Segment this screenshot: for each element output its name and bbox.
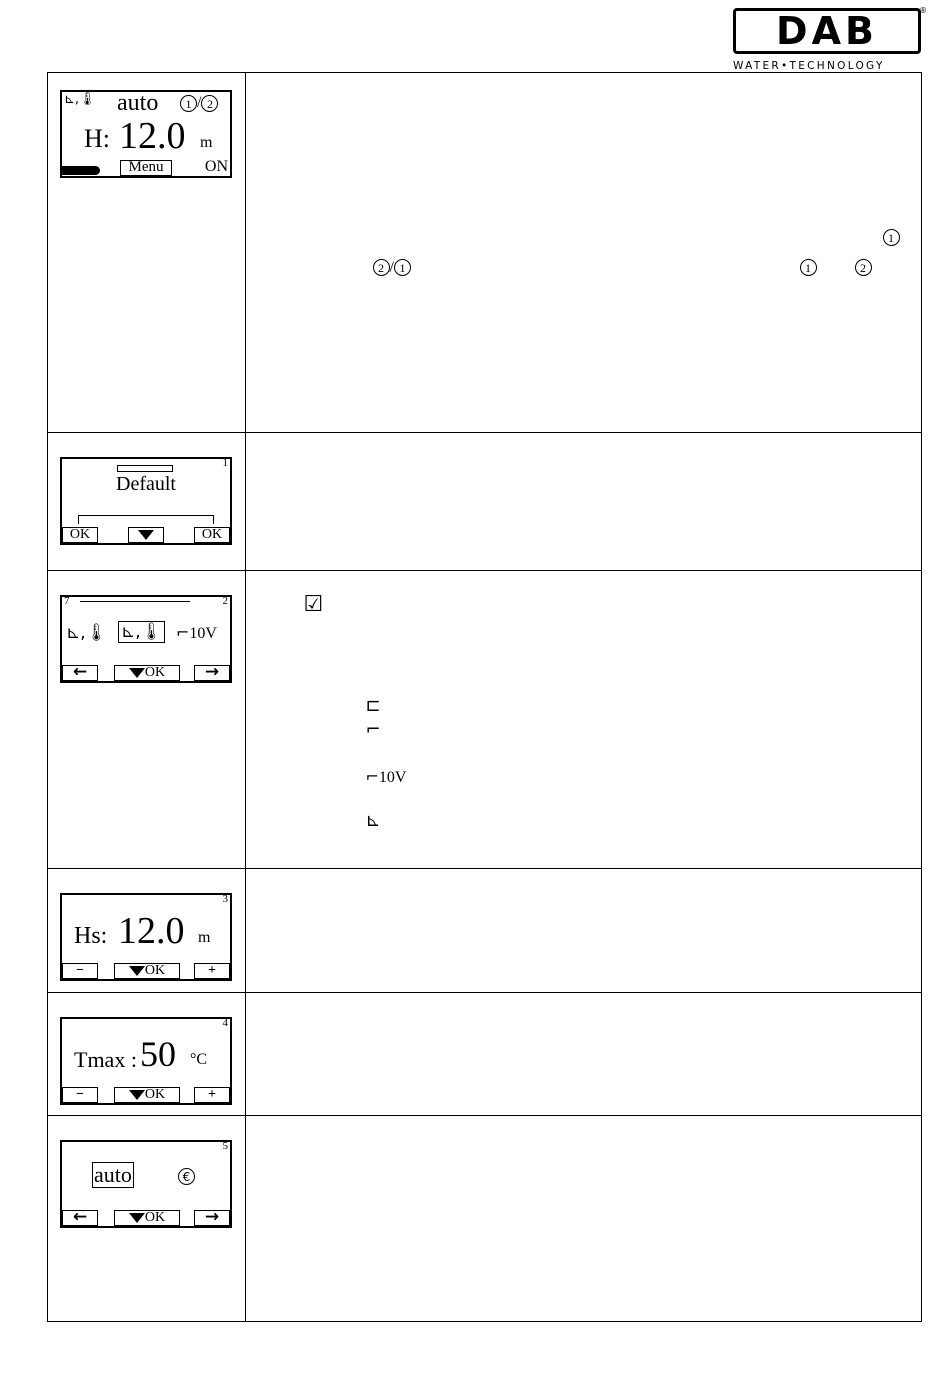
down-ok-button[interactable] — [114, 1210, 180, 1226]
menu-key[interactable]: Menu — [120, 160, 172, 176]
page-number: 4 — [222, 1017, 228, 1029]
down-button[interactable] — [128, 527, 164, 543]
pump-2-icon: 2 — [201, 95, 218, 112]
right-button[interactable] — [194, 665, 230, 681]
page-number: 1 — [222, 457, 228, 469]
chart-trend-icon: ⊾,🌡 — [64, 92, 96, 107]
ok-left-button[interactable]: OK — [62, 527, 98, 543]
ok-label: OK — [144, 665, 166, 680]
pump-indicator: 1 / 2 — [180, 94, 218, 112]
screen-cell — [48, 571, 246, 869]
screen-cell — [48, 1116, 246, 1322]
arrow-up-circle-icon: 1 — [883, 229, 900, 246]
description-cell — [246, 73, 922, 433]
screen-cell — [48, 73, 246, 433]
down-arrow-icon — [129, 1213, 145, 1223]
ext-10v-icon: ⌐10V — [365, 766, 407, 786]
description-cell — [246, 869, 922, 993]
auto-screen — [60, 1140, 232, 1228]
plus-button[interactable]: + — [194, 1087, 230, 1103]
minus-button[interactable]: − — [62, 963, 98, 979]
ok-right-button[interactable]: OK — [194, 527, 230, 543]
economy-icon: € — [178, 1168, 195, 1185]
ext-10v-option[interactable] — [176, 623, 217, 643]
brand-tagline: WATER•TECHNOLOGY — [733, 60, 885, 72]
constant-pressure-icon: ⊏ — [365, 694, 381, 716]
right-button[interactable] — [194, 1210, 230, 1226]
screen-cell — [48, 993, 246, 1116]
down-ok-button[interactable] — [114, 1087, 180, 1103]
plus-button[interactable]: + — [194, 963, 230, 979]
settings-table — [47, 72, 922, 1322]
ok-label: OK — [144, 963, 166, 978]
pump-1-icon: 1 — [180, 95, 197, 112]
temp-up-regulation-icon[interactable]: ⊾,🌡 — [66, 623, 108, 643]
down-arrow-icon — [129, 1090, 145, 1100]
key-lock-icon — [62, 166, 100, 175]
setpoint-unit: m — [198, 929, 211, 946]
curve-icon: ⌐ — [176, 623, 190, 642]
pump-swap-icon: 2 / 1 — [373, 259, 411, 277]
dab-logo — [733, 8, 925, 72]
trend-icon: ⊾ — [365, 809, 381, 831]
table-row — [48, 433, 922, 571]
registered-mark: ® — [919, 6, 927, 15]
screen-cell — [48, 869, 246, 993]
wrench-icon — [117, 465, 173, 472]
left-button[interactable] — [62, 1210, 98, 1226]
minus-button[interactable]: − — [62, 1087, 98, 1103]
down-ok-button[interactable] — [114, 665, 180, 681]
setpoint-value: 12.0 — [118, 910, 185, 952]
tenv-text: 10V — [378, 768, 407, 786]
table-row — [48, 993, 922, 1116]
ok-label: OK — [144, 1087, 166, 1102]
description-cell — [246, 433, 922, 617]
down-arrow-icon — [129, 966, 145, 976]
page-left: 7 — [64, 595, 70, 607]
scroll-line — [80, 601, 190, 602]
pump-state: ON — [204, 158, 228, 175]
down-arrow-icon — [129, 668, 145, 678]
main-screen — [60, 90, 232, 178]
table-row — [48, 73, 922, 433]
page-number: 5 — [222, 1140, 228, 1152]
description-cell — [246, 1116, 922, 1322]
tmax-label: Tmax : — [74, 1047, 137, 1072]
screen-cell — [48, 433, 246, 571]
regulation-screen — [60, 595, 232, 683]
selector-line — [78, 515, 214, 524]
page-right: 2 — [222, 595, 228, 607]
table-row — [48, 1116, 922, 1322]
pump-2-circle-icon: 2 — [373, 259, 390, 276]
mode-label: auto — [117, 90, 159, 116]
head-value: 12.0 — [119, 115, 186, 157]
down-ok-button[interactable] — [114, 963, 180, 979]
ok-label: OK — [144, 1210, 166, 1225]
brand-name: DAB — [733, 8, 921, 54]
head-label: H: — [84, 124, 110, 153]
head-unit: m — [200, 134, 213, 151]
setpoint-screen — [60, 893, 232, 981]
pump-1-circle-icon: 1 — [800, 259, 817, 276]
tenv-label: 10V — [189, 625, 217, 642]
pump-2-circle-icon: 2 — [855, 259, 872, 276]
page-number: 3 — [222, 893, 228, 905]
temp-down-regulation-icon[interactable]: ⊾,🌡 — [118, 621, 165, 643]
default-screen — [60, 457, 232, 545]
table-row — [48, 869, 922, 993]
proportional-pressure-icon: ⌐ — [365, 718, 381, 740]
table-row — [48, 571, 922, 869]
tmax-unit: °C — [190, 1051, 208, 1068]
tmax-screen — [60, 1017, 232, 1105]
checkbox-checked-icon: ☑ — [303, 591, 324, 617]
description-cell — [246, 993, 922, 1116]
pump-1-circle-icon: 1 — [394, 259, 411, 276]
down-arrow-icon — [138, 530, 154, 540]
description-cell — [246, 571, 922, 869]
mode-selected[interactable]: auto — [94, 1162, 132, 1187]
tmax-value: 50 — [140, 1034, 176, 1074]
setpoint-label: Hs: — [74, 923, 108, 949]
left-button[interactable] — [62, 665, 98, 681]
default-title: Default — [116, 473, 176, 495]
